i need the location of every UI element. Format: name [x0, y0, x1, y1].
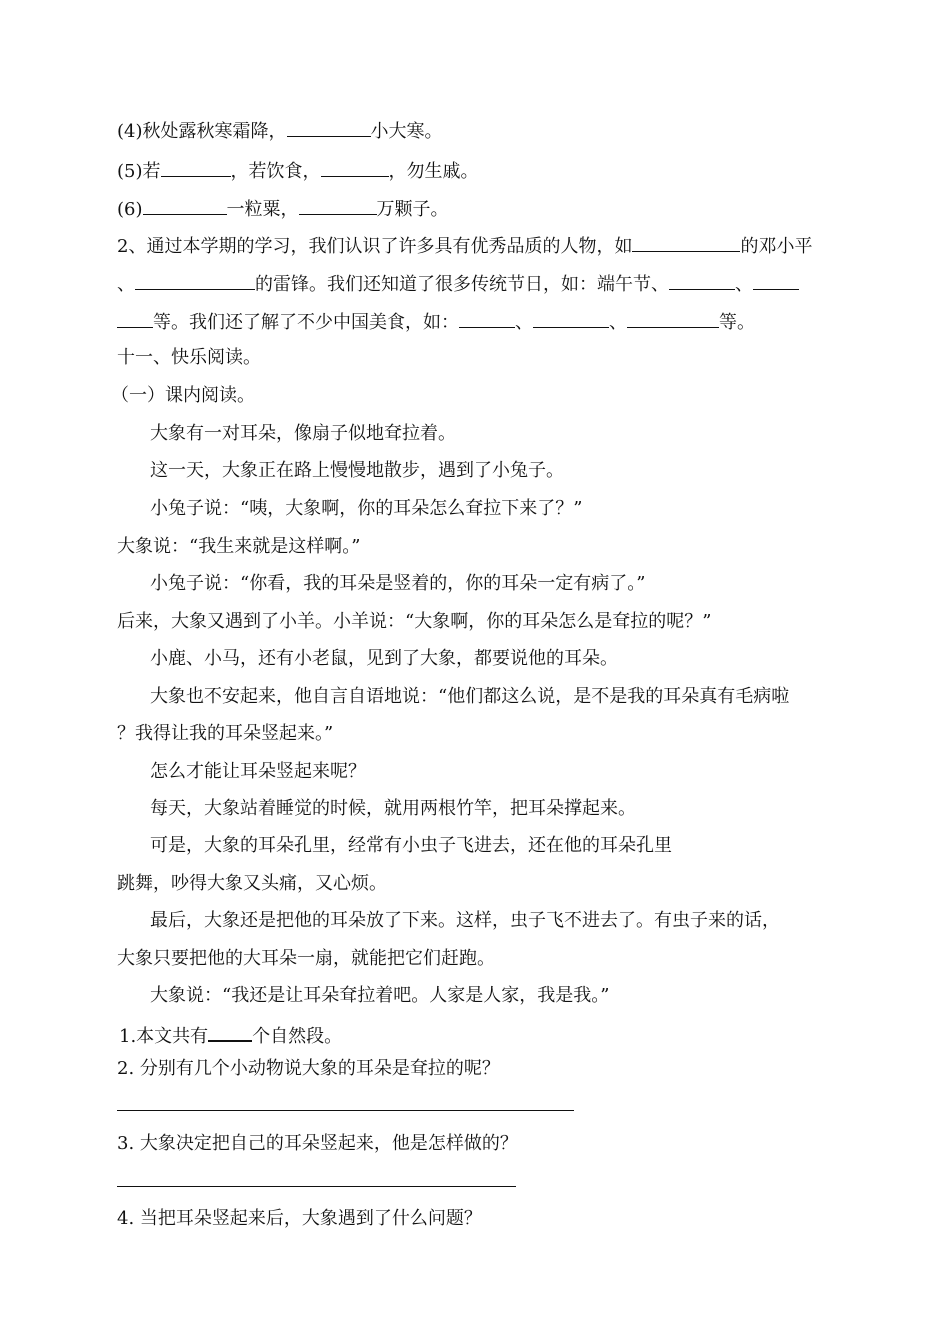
question-4: 4. 当把耳朵竖起来后，大象遇到了什么问题？: [117, 1208, 482, 1229]
story-paragraph-11b: 跳舞，吵得大象又头痛，又心烦。: [117, 873, 387, 894]
fill-4-text: (4)秋处露秋寒霜降，: [117, 121, 287, 142]
answer-line-3[interactable]: [117, 1186, 516, 1187]
story-paragraph-7: 小鹿、小马，还有小老鼠，见到了大象，都要说他的耳朵。: [150, 648, 618, 669]
blank-q2-food2[interactable]: [533, 309, 609, 328]
blank-6b[interactable]: [299, 196, 377, 215]
question-3: 3. 大象决定把自己的耳朵竖起来，他是怎样做的？: [117, 1133, 518, 1154]
q2-line-3: [117, 309, 755, 335]
q2-line-2: [117, 271, 799, 297]
story-paragraph-3: 小兔子说：“咦，大象啊，你的耳朵怎么耷拉下来了？”: [150, 498, 583, 519]
section-subheading: （一）课内阅读。: [111, 385, 255, 406]
blank-4[interactable]: [287, 118, 371, 137]
story-paragraph-5: 小兔子说：“你看，我的耳朵是竖着的，你的耳朵一定有病了。”: [150, 573, 646, 594]
section-heading: 十一、快乐阅读。: [117, 347, 261, 368]
story-paragraph-10: 每天，大象站着睡觉的时候，就用两根竹竿，把耳朵撑起来。: [150, 798, 636, 819]
question-2: 2. 分别有几个小动物说大象的耳朵是耷拉的呢？: [117, 1058, 500, 1079]
story-paragraph-9: 怎么才能让耳朵竖起来呢？: [150, 761, 366, 782]
blank-q2-food1[interactable]: [459, 309, 515, 328]
q2-text-f: 等。我们还了解了不少中国美食，如：: [153, 312, 459, 333]
story-paragraph-6: 后来，大象又遇到了小羊。小羊说：“大象啊，你的耳朵怎么是耷拉的呢？”: [117, 611, 712, 632]
blank-5a[interactable]: [161, 158, 231, 177]
q2-text-h: 、: [609, 312, 627, 333]
answer-line-2[interactable]: [117, 1110, 574, 1111]
fill-6-text: (6): [117, 199, 143, 220]
blank-q2-food3[interactable]: [627, 309, 719, 328]
q2-text-g: 、: [515, 312, 533, 333]
story-paragraph-8b: ？我得让我的耳朵竖起来。”: [117, 723, 334, 744]
fill-4-text-end: 小大寒。: [370, 121, 443, 142]
q2-text-a: 2、通过本学期的学习，我们认识了许多具有优秀品质的人物，如: [117, 236, 633, 257]
fill-line-4: [117, 118, 443, 144]
story-paragraph-1: 大象有一对耳朵，像扇子似地耷拉着。: [150, 423, 456, 444]
fill-6-text-mid: 一粒粟，: [226, 199, 299, 220]
question-1-text-end: 个自然段。: [252, 1026, 343, 1047]
blank-q2-festival2-cont[interactable]: [117, 309, 153, 328]
q2-text-c: 、: [117, 274, 135, 295]
blank-6a[interactable]: [143, 196, 227, 215]
blank-question-1[interactable]: [208, 1022, 252, 1042]
fill-line-5: [117, 158, 479, 184]
fill-5-text-end: ，勿生戚。: [388, 161, 479, 182]
story-paragraph-11a: 可是，大象的耳朵孔里，经常有小虫子飞进去，还在他的耳朵孔里: [150, 835, 672, 856]
q2-text-b: 的邓小平: [740, 236, 813, 257]
blank-q2-person1[interactable]: [632, 233, 740, 252]
story-paragraph-13: 大象说：“我还是让耳朵耷拉着吧。人家是人家，我是我。”: [150, 985, 610, 1006]
fill-line-6: [117, 196, 449, 222]
story-paragraph-12a: 最后，大象还是把他的耳朵放了下来。这样，虫子飞不进去了。有虫子来的话，: [150, 910, 780, 931]
story-paragraph-12b: 大象只要把他的大耳朵一扇，就能把它们赶跑。: [117, 948, 495, 969]
blank-q2-festival1[interactable]: [669, 271, 735, 290]
q2-line-1: [117, 233, 812, 259]
question-1-text: 1.本文共有: [119, 1026, 209, 1047]
fill-6-text-end: 万颗子。: [376, 199, 449, 220]
story-paragraph-4: 大象说：“我生来就是这样啊。”: [117, 536, 361, 557]
blank-q2-festival2[interactable]: [753, 271, 799, 290]
blank-5b[interactable]: [321, 158, 389, 177]
story-paragraph-2: 这一天，大象正在路上慢慢地散步，遇到了小兔子。: [150, 460, 564, 481]
question-1: [119, 1022, 342, 1049]
fill-5-text-mid: ，若饮食，: [230, 161, 321, 182]
q2-text-e: 、: [735, 274, 753, 295]
story-paragraph-8a: 大象也不安起来，他自言自语地说：“他们都这么说，是不是我的耳朵真有毛病啦: [150, 686, 790, 707]
q2-text-i: 等。: [719, 312, 755, 333]
blank-q2-person2[interactable]: [135, 271, 255, 290]
q2-text-d: 的雷锋。我们还知道了很多传统节日，如：端午节、: [255, 274, 669, 295]
fill-5-text: (5)若: [117, 161, 161, 182]
